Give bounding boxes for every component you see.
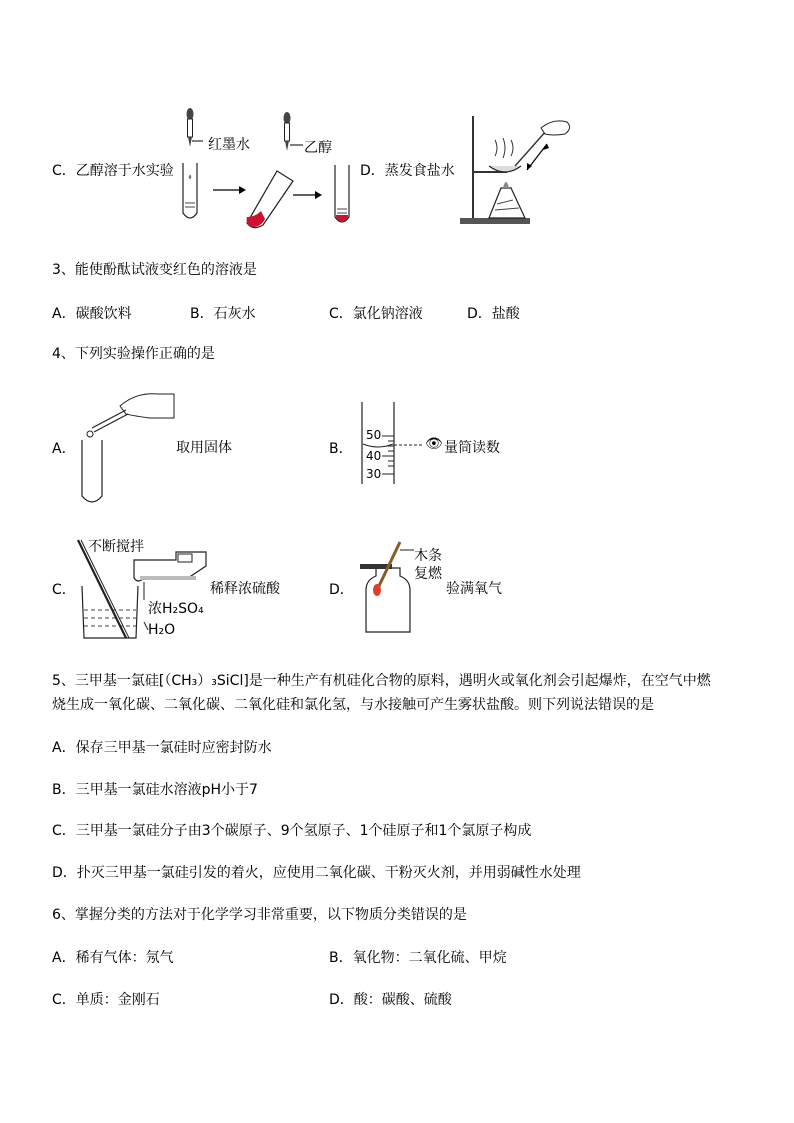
q3-stem: 3、能使酚酞试液变红色的溶液是 [52,262,257,278]
q4-stem: 4、下列实验操作正确的是 [52,346,215,362]
q6-option-c[interactable] [52,989,160,1009]
q4-option-c[interactable]: C． [52,582,76,598]
option-letter: D． [467,306,492,322]
beaker-icon [82,586,138,638]
dropper-icon [284,112,291,151]
option-letter: B． [329,950,353,966]
test-tube-icon [183,163,197,218]
evaporating-dish-icon [489,138,521,172]
solid-particle-icon [87,431,93,437]
option-text: 氧化物：二氧化硫、甲烷 [352,950,507,966]
tick-label: 30 [366,467,382,481]
label-relight: 复燃 [414,566,442,582]
label-conc-acid: 浓H₂SO₄ [148,601,204,617]
arrow-right-icon [213,186,246,194]
q5-option-d[interactable] [52,863,581,883]
caption-dilute-acid: 稀释浓硫酸 [210,581,280,597]
q5-stem-line2: 烧生成一氧化碳、二氧化碳、二氧化硅和氯化氢，与水接触可产生雾状盐酸。则下列说法错误的是 [52,697,654,713]
option-letter: B． [190,306,214,322]
tilted-test-tube-icon [247,171,293,228]
label-stick: 木条 [414,548,442,564]
q2-option-c[interactable] [52,160,174,180]
test-tube-icon [335,165,349,222]
q5-option-a[interactable] [52,738,272,758]
q4-option-b[interactable]: B． [329,441,353,457]
label-ethanol: 乙醇 [304,140,332,156]
arrow-right-icon [293,191,322,199]
q6-option-d[interactable] [329,989,452,1009]
option-letter: A． [52,950,76,966]
option-letter: A． [52,740,76,756]
label-stir: 不断搅拌 [88,539,144,555]
caption-take-solid: 取用固体 [176,440,232,456]
q3-option-c[interactable] [329,303,423,323]
option-letter: A． [52,306,76,322]
option-text: 酸：碳酸、硫酸 [353,992,452,1008]
q5-option-b[interactable] [52,780,258,800]
option-text: 三甲基一氯硅水溶液pH小于7 [75,782,258,798]
option-letter: C． [52,823,76,839]
option-text: 三甲基一氯硅分子由3个碳原子、9个氢原子、1个硅原子和1个氯原子构成 [75,823,532,839]
label-red-ink: 红墨水 [208,137,250,153]
q3-option-b[interactable] [190,303,256,323]
acid-bottle-icon [134,552,206,581]
option-text: 单质：金刚石 [75,992,160,1008]
q2-option-d[interactable] [360,160,455,180]
option-letter: C． [52,163,76,179]
q4-option-d[interactable]: D． [329,582,354,598]
evaporation-apparatus-figure [455,108,580,228]
option-text: 蒸发食盐水 [384,163,455,179]
q5-option-c[interactable] [52,821,531,841]
option-text: 乙醇溶于水实验 [75,163,174,179]
option-letter: B． [52,782,76,798]
alcohol-lamp-icon [489,182,525,218]
option-text: 石灰水 [213,306,256,322]
hand-tweezers-icon [92,394,174,432]
option-letter: D． [52,865,77,881]
test-tube-icon [82,440,102,502]
option-letter: C． [52,992,76,1008]
take-solid-figure [78,388,178,508]
glass-rod-hand-icon [515,121,570,170]
q6-stem: 6、掌握分类的方法对于化学学习非常重要，以下物质分类错误的是 [52,907,467,923]
option-text: 保存三甲基一氯硅时应密封防水 [75,740,272,756]
option-letter: D． [360,163,385,179]
option-text: 扑灭三甲基一氯硅引发的着火，应使用二氧化碳、干粉灭火剂，并用弱碱性水处理 [76,865,581,881]
q6-option-a[interactable] [52,947,174,967]
q3-option-d[interactable] [467,303,520,323]
eye-icon: 👁 [425,436,443,452]
q4-option-a[interactable]: A． [52,441,76,457]
caption-oxygen-check: 验满氧气 [446,581,502,597]
q6-option-b[interactable] [329,947,507,967]
option-letter: C． [329,306,353,322]
ethanol-experiment-figure [175,105,365,230]
tick-label: 40 [366,449,382,463]
option-text: 氯化钠溶液 [352,306,423,322]
option-letter: D． [329,992,354,1008]
q3-option-a[interactable] [52,303,132,323]
label-water: H₂O [148,622,176,638]
option-text: 碳酸饮料 [75,306,132,322]
q5-stem-line1: 5、三甲基一氯硅[（CH₃）₃SiCl]是一种生产有机硅化合物的原料，遇明火或氧化剂会引起爆炸，在空气中燃 [52,673,711,689]
option-text: 盐酸 [491,306,520,322]
option-text: 稀有气体：氖气 [75,950,174,966]
caption-read-cylinder: 量筒读数 [444,440,500,456]
tick-label: 50 [366,428,382,442]
